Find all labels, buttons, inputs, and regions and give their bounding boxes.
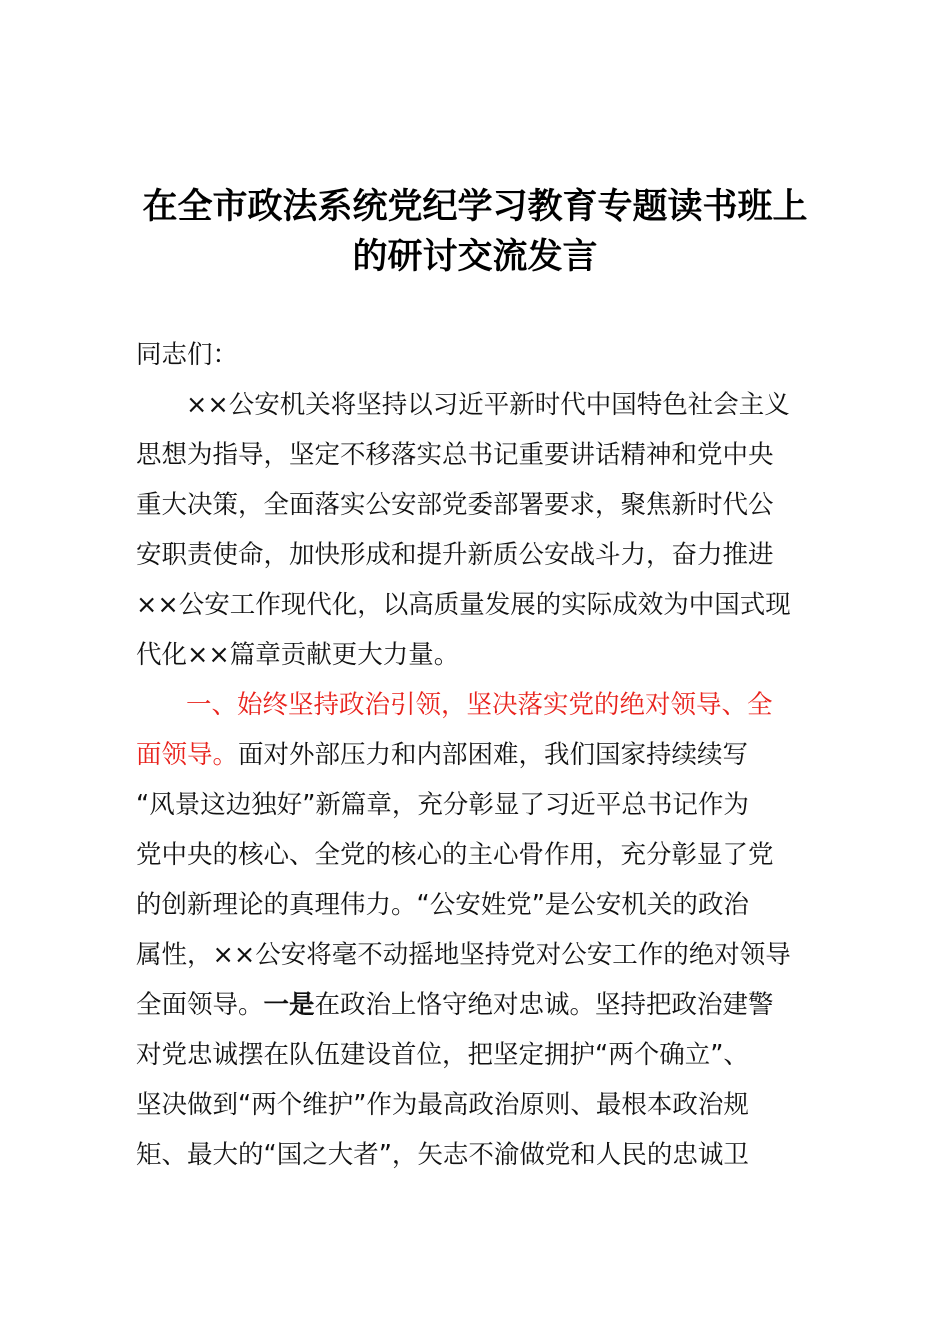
section-1-line: 的创新理论的真理伟力。“公安姓党”是公安机关的政治 (136, 890, 749, 920)
section-1-line (136, 730, 850, 780)
section-1-text: 面对外部压力和内部困难，我们国家持续续写 (238, 740, 749, 770)
section-1-heading: 一、始终坚持政治引领，坚决落实党的绝对领导、全 (186, 690, 773, 720)
section-1-line: 对党忠诚摆在队伍建设首位，把坚定拥护“两个确立”、 (136, 1040, 749, 1070)
paragraph-1-line: 重大决策，全面落实公安部党委部署要求，聚焦新时代公 (136, 490, 774, 520)
paragraph-1-line: 安职责使命，加快形成和提升新质公安战斗力，奋力推进 (136, 540, 774, 570)
section-1-line: 属性，××公安将毫不动摇地坚持党对公安工作的绝对领导 (136, 940, 791, 970)
point-marker: 一是 (263, 990, 315, 1020)
paragraph-1-line: ××公安机关将坚持以习近平新时代中国特色社会主义 (186, 390, 790, 420)
section-1-line: 党中央的核心、全党的核心的主心骨作用，充分彰显了党 (136, 840, 774, 870)
section-1-line: “风景这边独好”新篇章，充分彰显了习近平总书记作为 (136, 790, 749, 820)
section-1-text: 在政治上恪守绝对忠诚。坚持把政治建警 (314, 990, 774, 1020)
paragraph-1-line: 思想为指导，坚定不移落实总书记重要讲话精神和党中央 (136, 440, 774, 470)
paragraph-1-line: ××公安工作现代化，以高质量发展的实际成效为中国式现 (136, 590, 791, 620)
section-1-line (136, 980, 850, 1030)
section-1-line: 矩、最大的“国之大者”，矢志不渝做党和人民的忠诚卫 (136, 1140, 749, 1170)
document-title-line-1: 在全市政法系统党纪学习教育专题读书班上 (142, 187, 808, 227)
section-1-heading-end: 面领导。 (136, 740, 239, 770)
salutation: 同志们： (136, 340, 239, 370)
section-1-text: 全面领导。 (136, 990, 264, 1020)
document-title-line-2: 的研讨交流发言 (352, 237, 598, 277)
paragraph-1-line: 代化××篇章贡献更大力量。 (136, 640, 460, 670)
section-1-line: 坚决做到“两个维护”作为最高政治原则、最根本政治规 (136, 1090, 749, 1120)
